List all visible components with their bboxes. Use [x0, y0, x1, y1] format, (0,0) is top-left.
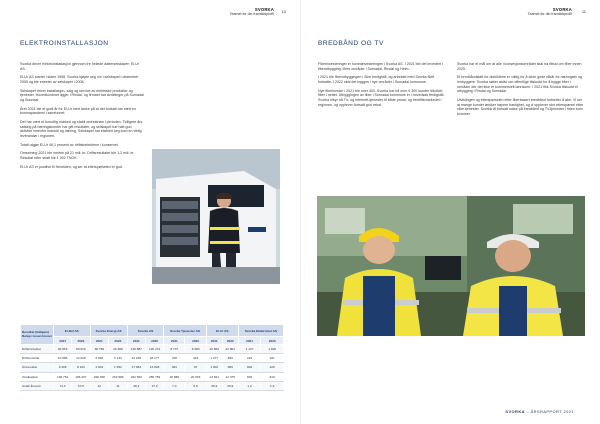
- table-cell: 22 801: [222, 345, 238, 354]
- table-cell: 38,2: [127, 381, 145, 390]
- table-cell: 1,2: [261, 381, 284, 390]
- table-cell: 11: [109, 381, 128, 390]
- table-row: [21, 372, 284, 381]
- table-cell: 12 375: [222, 372, 238, 381]
- table-cell: 443: [185, 354, 206, 363]
- paragraph: Året 2021 ble et godt år for El-Ur med tanke på at det fortsatt har vært en koronapandemi i samfunnet.: [20, 106, 137, 116]
- table-company-header: Svorka Tjenester AS: [164, 325, 206, 337]
- broadband-workers-illustration: [317, 196, 585, 336]
- table-cell: 810: [261, 372, 284, 381]
- photo-broadband-workers: [317, 196, 585, 336]
- header-brand: SVORKA: [254, 7, 274, 12]
- table-row-label: Totalkapital: [21, 372, 54, 381]
- table-cell: 894: [238, 372, 261, 381]
- paragraph: Nye fiberkunder i 2021 ble over 400. Svorka har nå over 9 300 kunder tilkoblet fiber i nettet. Utbyggingen av fiber i Surnadal kommune er i hovedsak ferdigstilt. Svorka tilbyr nå TV- og internett-tjenester til både privat- og bedriftsmarkedet i regionen, og opplever fortsatt god vekst.: [318, 88, 445, 107]
- table-year: 2021: [164, 337, 185, 345]
- table-year: 2020: [145, 337, 163, 345]
- table-row-label: Driftsresultat: [21, 354, 54, 363]
- table-year: 2020: [222, 337, 238, 345]
- table-cell: 231: [261, 354, 284, 363]
- paragraph: El-Ur AS startet i siden 1998. Svorka kjøpte seg inn i selskapet i desember 2005 og ble eneeier av selskapet i 2008.: [20, 75, 139, 84]
- table-cell: 196 752: [54, 372, 72, 381]
- right-text-column-1: [318, 62, 446, 111]
- paragraph: Selskapet driver installasjon, salg og service av elektriske produkter og tjenester. Hovedkontoret ligger i Rindal, og firmaet har avdelinger på Surnadal og Sunndal.: [20, 88, 144, 102]
- table-cell: 11,3: [54, 381, 72, 390]
- table-cell: 8 737: [164, 345, 185, 354]
- table-cell: 186 297: [72, 372, 90, 381]
- left-page-header: [229, 7, 286, 17]
- table-row: [21, 363, 284, 372]
- paragraph: Totalt utgjør El-Ur 46,1 prosent av driftsinntektene i konsernet.: [20, 142, 119, 147]
- page-number: 10: [281, 9, 286, 14]
- paragraph: Fiberinvesteringer er hovedinvesteringen i Svorka AS. I 2021 ble det investert i fiberutbygging i flere områder i Surnadal, Rindal og Heim.: [318, 62, 443, 71]
- table-cell: 27,0: [145, 381, 163, 390]
- photo-electrician-van: [152, 149, 280, 284]
- paragraph: El-Ur AS er positive til fremtiden, og ser at etterspørselen er god.: [20, 164, 123, 169]
- table-cell: 38 786: [90, 345, 109, 354]
- table-cell: 224: [238, 354, 261, 363]
- table-year: 2021: [90, 337, 109, 345]
- table-company-header: Svorka Elektrisitet AS: [238, 325, 283, 337]
- table-year: 2021: [206, 337, 222, 345]
- table-cell: 1 077: [206, 354, 222, 363]
- table-row: [21, 345, 284, 354]
- table-cell: 4 801: [90, 363, 109, 372]
- table-cell: 16 828: [145, 363, 163, 372]
- paragraph: Omsetning 2021 ble nesten på 21 mill. kr. Driftsresultatet ble 1,2 mill. kr. Resultat etter skatt ble 1 002 TNOK.: [20, 151, 135, 161]
- table-cell: 299 368: [90, 372, 109, 381]
- table-cell: 17 684: [127, 363, 145, 372]
- table-cell: 804: [238, 363, 261, 372]
- table-cell: 120 272: [145, 345, 163, 354]
- header-subtitle: Teamet for din framtidsprofil: [229, 12, 274, 17]
- table-year: 2020: [185, 337, 206, 345]
- right-page-header: [527, 7, 586, 17]
- table-cell: 13 821: [206, 372, 222, 381]
- table-cell: 1 609: [261, 345, 284, 354]
- table-cell: 689: [222, 363, 238, 372]
- table-company-header: Svorka AS: [127, 325, 164, 337]
- page-number: 11: [581, 9, 586, 14]
- table-cell: 90 816: [54, 345, 72, 354]
- paragraph: Et bredbåndsløft for distriktene er viktig for å sikre gode vilkår for næringsliv og innbyggere. Svorka søker aktivt om offentlige tilskudd for å bygge fiber i områder der det ikke er kommersielt lønnsomt. I 2021 fikk Svorka tilskudd til utbygging i Rindal og Surnadal.: [457, 75, 583, 94]
- table-cell: 40 388: [109, 345, 128, 354]
- table-cell: 10 686: [54, 354, 72, 363]
- table-cell: 12 028: [72, 354, 90, 363]
- table-company-header: El-Ref AS: [54, 325, 91, 337]
- table-cell: 6,9: [185, 381, 206, 390]
- paragraph: Utviklingen og etterspørselen etter fiberbasert bredbånd fortsetter å øke. Vi ser at mange kunder ønsker høyere hastighet, og vi opplever stor etterspørsel etter våre tjenester. Svorka vil fortsatt satse på bredbånd og TV-tjenester i tiden som kommer.: [457, 97, 584, 116]
- table-cell: 899: [222, 354, 238, 363]
- table-cell: 226: [261, 363, 284, 372]
- financial-table: [20, 324, 284, 391]
- paragraph: Svorka har et mål om at alle i konsesjonsområdet skal ha tilbud om fiber innen 2025.: [457, 62, 582, 71]
- table-cell: 20 993: [185, 372, 206, 381]
- header-brand: SVORKA: [552, 7, 572, 12]
- table-year: 2021: [54, 337, 72, 345]
- table-year: 2020: [261, 337, 284, 345]
- page-footer: [505, 409, 574, 414]
- paragraph: I 2021 ble fiberutbyggingen i Skei ferdigstilt, og arbeidet med Svorka Nett fortsatte. I 2022 skal det bygges i nye områder i Surnadal kommune.: [318, 75, 435, 84]
- paragraph: Det har vært et fornuftig marked og stabil ordrestrøm i perioden. Tidligere års satsing på næringskunder har gitt resultater, og selskapet har hatt god aktivitet innenfor industri og næring. Selskapet har etablert seg som en viktig leverandør i regionen.: [20, 120, 143, 138]
- table-company-header: Svorka Energi AS: [90, 325, 127, 337]
- header-subtitle: Teamet for din framtidsprofil: [527, 12, 572, 17]
- table-row: [21, 354, 284, 363]
- table-cell: 146 887: [127, 345, 145, 354]
- electrician-van-illustration: [152, 149, 280, 284]
- table-year: 2020: [72, 337, 90, 345]
- table-cell: 8 480: [185, 345, 206, 354]
- table-row: [21, 381, 284, 390]
- paragraph: Svorka driver elektroinstallasjon gjennom tre heleide datterselskaper: El-Ur AS.: [20, 62, 140, 71]
- table-cell: 24 248: [127, 354, 145, 363]
- table-cell: 97: [185, 363, 206, 372]
- table-cell: 26,9: [222, 381, 238, 390]
- table-row-label: Årsresultat: [21, 363, 54, 372]
- table-cell: 8 163: [72, 363, 90, 372]
- table-cell: 384: [164, 363, 185, 372]
- table-year: 2021: [238, 337, 261, 345]
- section-title-electro: ELEKTROINSTALLASJON: [20, 40, 109, 47]
- table-row-header: Resultat (tidligere) Beløp i tusen kroner: [21, 325, 54, 345]
- table-body: [21, 345, 284, 391]
- table-company-header: El-Ur AS: [206, 325, 238, 337]
- table-cell: 8 306: [54, 363, 72, 372]
- table-cell: 262 888: [109, 372, 128, 381]
- footer-brand: SVORKA: [505, 409, 525, 414]
- table-cell: 1,2: [238, 381, 261, 390]
- table-year-row: [21, 337, 284, 345]
- table-row-label: Driftsinntekter: [21, 345, 54, 354]
- section-title-broadband: BREDBÅND OG TV: [318, 40, 384, 47]
- left-text-column: [20, 62, 144, 174]
- table-cell: 10,5: [72, 381, 90, 390]
- table-row-label: Antall årsverk: [21, 381, 54, 390]
- table-cell: 255 769: [145, 372, 163, 381]
- table-cell: 80 610: [72, 345, 90, 354]
- table-cell: 7,0: [164, 381, 185, 390]
- table-cell: 1 952: [109, 363, 128, 372]
- table-cell: 1 002: [206, 363, 222, 372]
- footer-report: – ÅRSRAPPORT 2021: [526, 409, 574, 414]
- right-page: [300, 0, 600, 424]
- table-cell: 25 177: [145, 354, 163, 363]
- table-cell: 1 127: [238, 345, 261, 354]
- table-cell: 12: [90, 381, 109, 390]
- table-cell: 262 560: [127, 372, 145, 381]
- table-cell: 708: [164, 354, 185, 363]
- table-cell: 6 134: [109, 354, 128, 363]
- table-cell: 26,9: [206, 381, 222, 390]
- table-cell: 6 836: [90, 354, 109, 363]
- table-year: 2021: [127, 337, 145, 345]
- right-text-column-2: [457, 62, 585, 121]
- table-year: 2020: [109, 337, 128, 345]
- table-cell: 20 880: [164, 372, 185, 381]
- table-cell: 20 869: [206, 345, 222, 354]
